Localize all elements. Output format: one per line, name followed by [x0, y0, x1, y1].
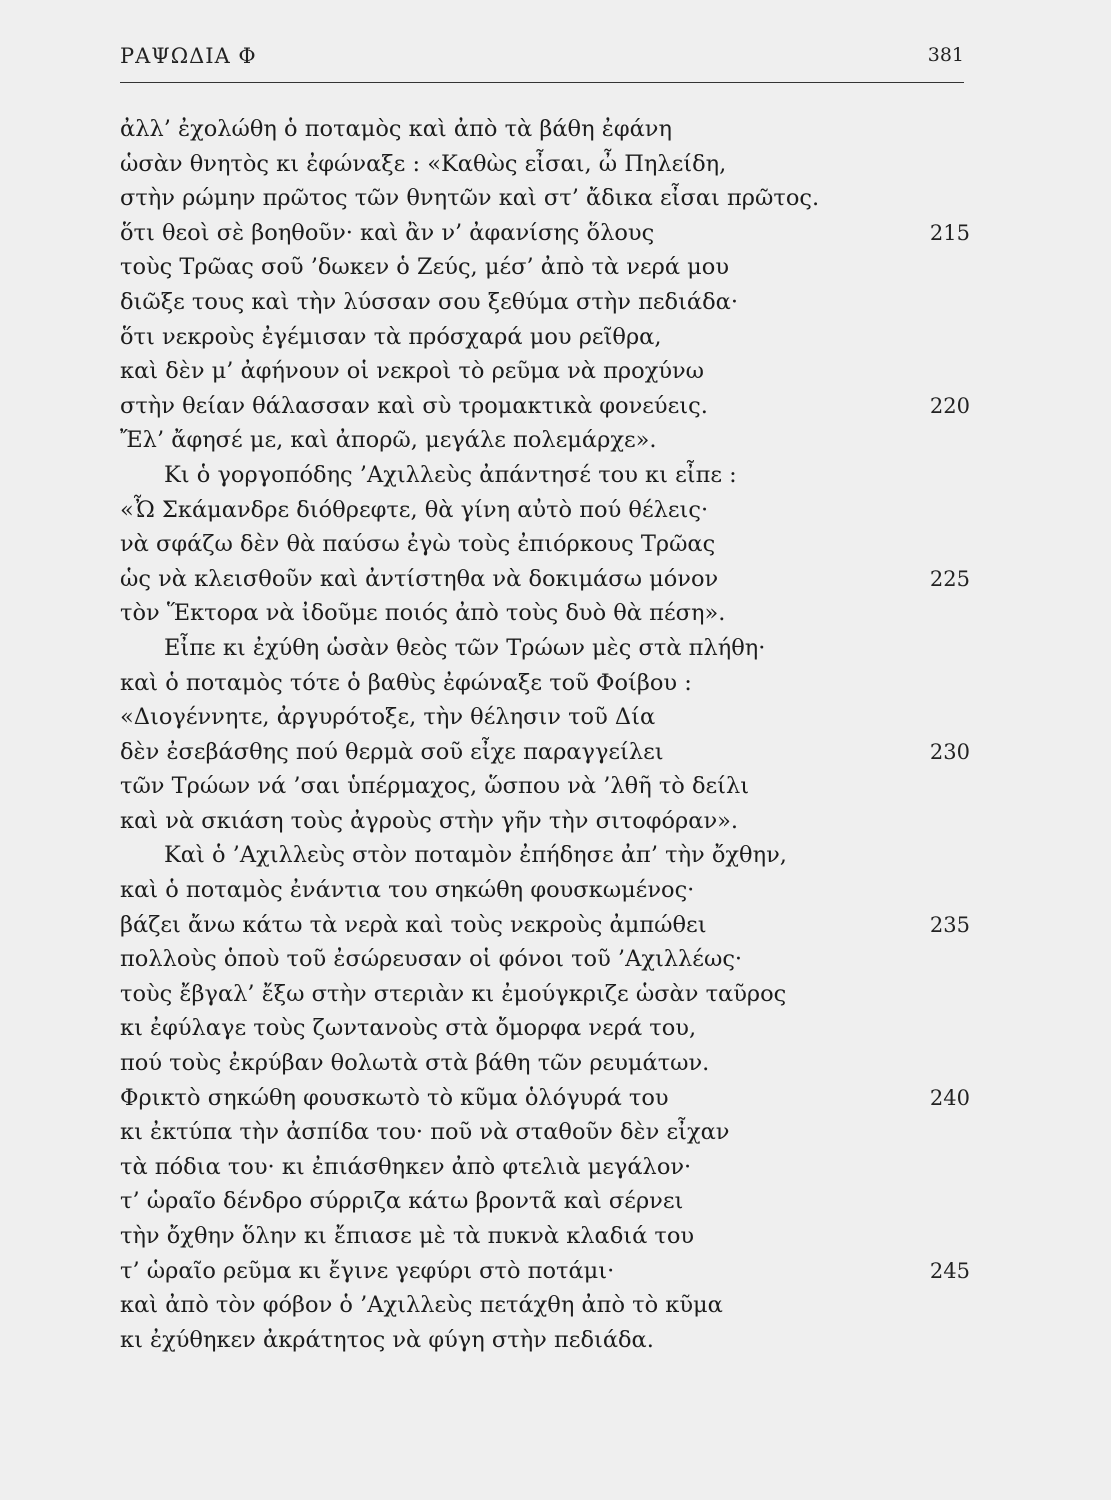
line-number: 230	[929, 739, 970, 764]
verse-text: καὶ ἀπὸ τὸν φόβον ὁ ’Αχιλλεὺς πετάχθη ἀπὸ τὸ κῦμα	[120, 1292, 723, 1319]
verse-line	[120, 1150, 970, 1185]
verse-line	[120, 700, 970, 735]
verse-line	[120, 1219, 970, 1254]
verse-line	[120, 112, 970, 147]
verse-line	[120, 1115, 970, 1150]
verse-line	[120, 250, 970, 285]
verse-line	[120, 1081, 970, 1116]
header-rule	[120, 82, 964, 83]
verse-line	[120, 320, 970, 355]
verse-line	[120, 458, 970, 493]
verse-line	[120, 147, 970, 182]
verse-text: «Ὦ Σκάμανδρε διόθρεφτε, θὰ γίνη αὐτὸ πού θέλεις·	[120, 496, 709, 523]
verse-text: νὰ σφάζω δὲν θὰ παύσω ἐγὼ τοὺς ἐπιόρκους Τρῶας	[120, 531, 716, 558]
verse-line	[120, 216, 970, 251]
verse-text: Κι ὁ γοργοπόδης ’Αχιλλεὺς ἀπάντησέ του κι εἶπε :	[164, 461, 737, 488]
page-number: 381	[927, 44, 964, 66]
verse-text: κι ἐφύλαγε τοὺς ζωντανοὺς στὰ ὄμορφα νερά του,	[120, 1015, 697, 1042]
verse-line	[120, 666, 970, 701]
verse-text: τὸν Ἕκτορα νὰ ἰδοῦμε ποιός ἀπὸ τοὺς δυὸ θὰ πέση».	[120, 600, 726, 627]
verse-line	[120, 977, 970, 1012]
line-number: 245	[929, 1258, 970, 1283]
verse-line	[120, 1184, 970, 1219]
chapter-title: ΡΑΨΩΔΙΑ Φ	[120, 44, 257, 68]
verse-text: ὡς νὰ κλεισθοῦν καὶ ἀντίστηθα νὰ δοκιμάσω μόνον	[120, 565, 719, 592]
verse-text: πού τοὺς ἐκρύβαν θολωτὰ στὰ βάθη τῶν ρευμάτων.	[120, 1050, 710, 1077]
verse-text: τὴν ὄχθην ὅλην κι ἔπιασε μὲ τὰ πυκνὰ κλαδιά του	[120, 1223, 695, 1249]
verse-text: πολλοὺς ὁποὺ τοῦ ἐσώρευσαν οἱ φόνοι τοῦ ’Αχιλλέως·	[120, 946, 743, 973]
verse-text: βάζει ἄνω κάτω τὰ νερὰ καὶ τοὺς νεκροὺς ἀμπώθει	[120, 911, 707, 938]
line-number: 215	[929, 220, 970, 245]
verse-line	[120, 873, 970, 908]
verse-text: διῶξε τους καὶ τὴν λύσσαν σου ξεθύμα στὴν πεδιάδα·	[120, 288, 739, 315]
verse-text: κι ἐχύθηκεν ἀκράτητος νὰ φύγη στὴν πεδιάδα.	[120, 1326, 654, 1353]
verse-line	[120, 838, 970, 873]
line-number: 225	[929, 566, 970, 591]
verse-text: κι ἐκτύπα τὴν ἀσπίδα του· ποῦ νὰ σταθοῦν δὲν εἶχαν	[120, 1119, 730, 1146]
verse-line	[120, 596, 970, 631]
verse-line	[120, 354, 970, 389]
verse-line	[120, 769, 970, 804]
running-head	[120, 44, 964, 74]
verse-text: καὶ ὁ ποταμὸς ἐνάντια του σηκώθη φουσκωμένος·	[120, 877, 695, 904]
verse-text: Καὶ ὁ ’Αχιλλεὺς στὸν ποταμὸν ἐπήδησε ἀπ’ τὴν ὄχθην,	[164, 842, 787, 869]
line-number: 235	[929, 912, 970, 937]
verse-text: καὶ νὰ σκιάση τοὺς ἀγροὺς στὴν γῆν τὴν σιτοφόραν».	[120, 807, 739, 834]
verse-text: ὅτι θεοὶ σὲ βοηθοῦν· καὶ ἂν ν’ ἀφανίσης ὅλους	[120, 219, 655, 246]
verse-line	[120, 1323, 970, 1358]
verse-text: καὶ δὲν μ’ ἀφήνουν οἱ νεκροὶ τὸ ρεῦμα νὰ προχύνω	[120, 358, 705, 385]
verse-text: «Διογέννητε, ἀργυρότοξε, τὴν θέλησιν τοῦ Δία	[120, 704, 656, 731]
verse-line	[120, 423, 970, 458]
verse-line	[120, 493, 970, 528]
verse-text: ἀλλ’ ἐχολώθη ὁ ποταμὸς καὶ ἀπὸ τὰ βάθη ἐφάνη	[120, 116, 672, 142]
verse-line	[120, 285, 970, 320]
verse-line	[120, 389, 970, 424]
verse-line	[120, 804, 970, 839]
verse-text: Ἔλ’ ἄφησέ με, καὶ ἀπορῶ, μεγάλε πολεμάρχε».	[120, 427, 657, 454]
verse-line	[120, 908, 970, 943]
verse-line	[120, 527, 970, 562]
verse-text: τὰ πόδια του· κι ἐπιάσθηκεν ἀπὸ φτελιὰ μεγάλον·	[120, 1153, 692, 1180]
verse-text: στὴν ρώμην πρῶτος τῶν θνητῶν καὶ στ’ ἄδικα εἶσαι πρῶτος.	[120, 185, 820, 212]
verse-line	[120, 1288, 970, 1323]
verse-line	[120, 942, 970, 977]
verse-block	[120, 112, 970, 1357]
verse-text: στὴν θείαν θάλασσαν καὶ σὺ τρομακτικὰ φονεύεις.	[120, 392, 708, 419]
verse-line	[120, 181, 970, 216]
verse-text: ὅτι νεκροὺς ἐγέμισαν τὰ πρόσχαρά μου ρεῖθρα,	[120, 323, 662, 350]
verse-line	[120, 735, 970, 770]
verse-line	[120, 562, 970, 597]
verse-text: καὶ ὁ ποταμὸς τότε ὁ βαθὺς ἐφώναξε τοῦ Φοίβου :	[120, 669, 692, 696]
verse-text: τοὺς Τρῶας σοῦ ’δωκεν ὁ Ζεύς, μέσ’ ἀπὸ τὰ νερά μου	[120, 254, 730, 281]
verse-text: ὡσὰν θνητὸς κι ἐφώναξε : «Καθὼς εἶσαι, ὦ Πηλείδη,	[120, 150, 727, 177]
verse-text: τ’ ὡραῖο ρεῦμα κι ἔγινε γεφύρι στὸ ποτάμι·	[120, 1257, 615, 1284]
verse-line	[120, 1011, 970, 1046]
verse-line	[120, 1254, 970, 1289]
verse-text: δὲν ἐσεβάσθης πού θερμὰ σοῦ εἶχε παραγγείλει	[120, 738, 664, 765]
verse-text: Φρικτὸ σηκώθη φουσκωτὸ τὸ κῦμα ὁλόγυρά του	[120, 1084, 669, 1111]
verse-text: Εἶπε κι ἐχύθη ὡσὰν θεὸς τῶν Τρώων μὲς στὰ πλήθη·	[164, 634, 766, 661]
verse-line	[120, 631, 970, 666]
verse-text: τ’ ὡραῖο δένδρο σύρριζα κάτω βροντᾶ καὶ σέρνει	[120, 1188, 684, 1215]
line-number: 220	[929, 393, 970, 418]
line-number: 240	[929, 1085, 970, 1110]
verse-text: τῶν Τρώων νά ’σαι ὑπέρμαχος, ὥσπου νὰ ’λθῆ τὸ δείλι	[120, 773, 750, 800]
verse-text: τοὺς ἔβγαλ’ ἔξω στὴν στεριὰν κι ἐμούγκριζε ὡσὰν ταῦρος	[120, 980, 787, 1007]
verse-line	[120, 1046, 970, 1081]
